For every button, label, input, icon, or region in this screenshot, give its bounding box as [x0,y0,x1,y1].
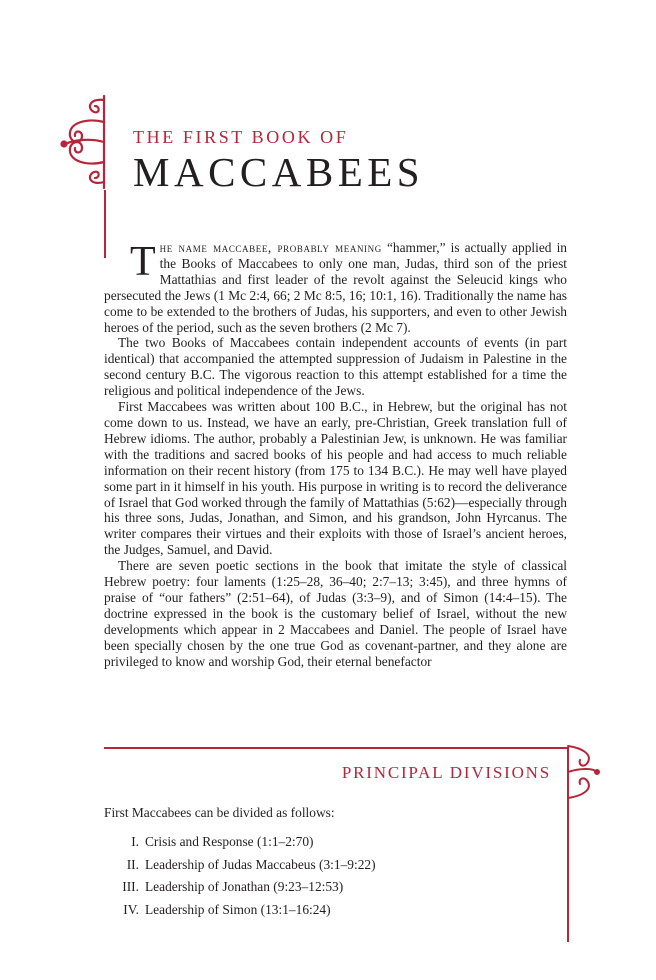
intro-paragraph-3: First Maccabees was written about 100 B.C., in Hebrew, but the original has not come down to us. Instead, we have an early, pre-Christian, Greek translation full of Hebrew idioms. The author, probably a Palestinian Jew, is unknown. He was familiar with the traditions and sacred books of his people and had access to much reliable information on their recent history (from 175 to 134 B.C.). He may well have played some part in it himself in his youth. His purpose in writing is to record the deliverance of Israel that God worked through the family of Mattathias (5:62)—especially through his three sons, Judas, Jonathan, and Simon, and his grandson, John Hyrcanus. The writer compares their virtues and their exploits with those of Israel’s ancient heroes, the Judges, Samuel, and David. [104,399,567,558]
intro-paragraph-1-rest: “hammer,” is actually applied in the Books of Maccabees to only one man, Judas, third son of the priest Mattathias and first leader of the revolt against the Seleucid kings who persecuted the Jews (1 Mc 2:4, 66; 2 Mc 8:5, 16; 10:1, 16). Traditionally the name has come to be extended to the brothers of Judas, his supporters, and even to other Jewish heroes of the period, such as the seven brothers (2 Mc 7). [104,240,567,335]
division-number: III. [122,879,139,895]
lead-smallcaps: he name maccabee, probably meaning [159,240,382,255]
section-horizontal-rule [104,747,569,749]
division-text: Crisis and Response (1:1–2:70) [145,834,314,849]
division-text: Leadership of Simon (13:1–16:24) [145,901,331,917]
division-number: IV. [123,901,139,917]
book-subtitle: THE FIRST BOOK OF [133,127,349,147]
scroll-flourish-icon [60,92,110,192]
division-text: Leadership of Judas Maccabeus (3:1–9:22) [145,856,376,872]
drop-cap: T [130,239,156,285]
list-item [104,879,376,902]
list-item [104,834,376,857]
intro-paragraph-4: There are seven poetic sections in the book that imitate the style of classical Hebrew poetry: four laments (1:25–28, 36–40; 2:7–13; 3:45), and three hymns of praise of “our fathers” (2:51–64), of Judas (3:3–9), and of Simon (14:4–15). The doctrine expressed in the book is the customary belief of Israel, without the new developments which appear in 2 Maccabees and Daniel. The people of Israel have been specially chosen by the one true God as covenant-partner, and they alone are privileged to know and worship God, their eternal benefactor [104,558,567,669]
list-item [104,857,376,880]
division-number: I. [131,834,139,849]
book-title: MACCABEES [133,149,425,195]
intro-paragraph-1 [104,240,567,335]
intro-paragraph-2: The two Books of Maccabees contain independent accounts of events (in part identical) that accompanied the attempted suppression of Judaism in Palestine in the second century B.C. The vigorous reaction to this attempt established for a time the religious and political independence of the Jews. [104,335,567,399]
scroll-flourish-icon [560,742,600,802]
divisions-list [104,834,376,924]
divisions-intro: First Maccabees can be divided as follows: [104,805,335,820]
list-item [104,902,376,925]
introduction-text [104,240,567,669]
division-number: II. [126,856,139,872]
principal-divisions-heading: PRINCIPAL DIVISIONS [341,763,551,782]
division-text: Leadership of Jonathan (9:23–12:53) [145,879,344,895]
